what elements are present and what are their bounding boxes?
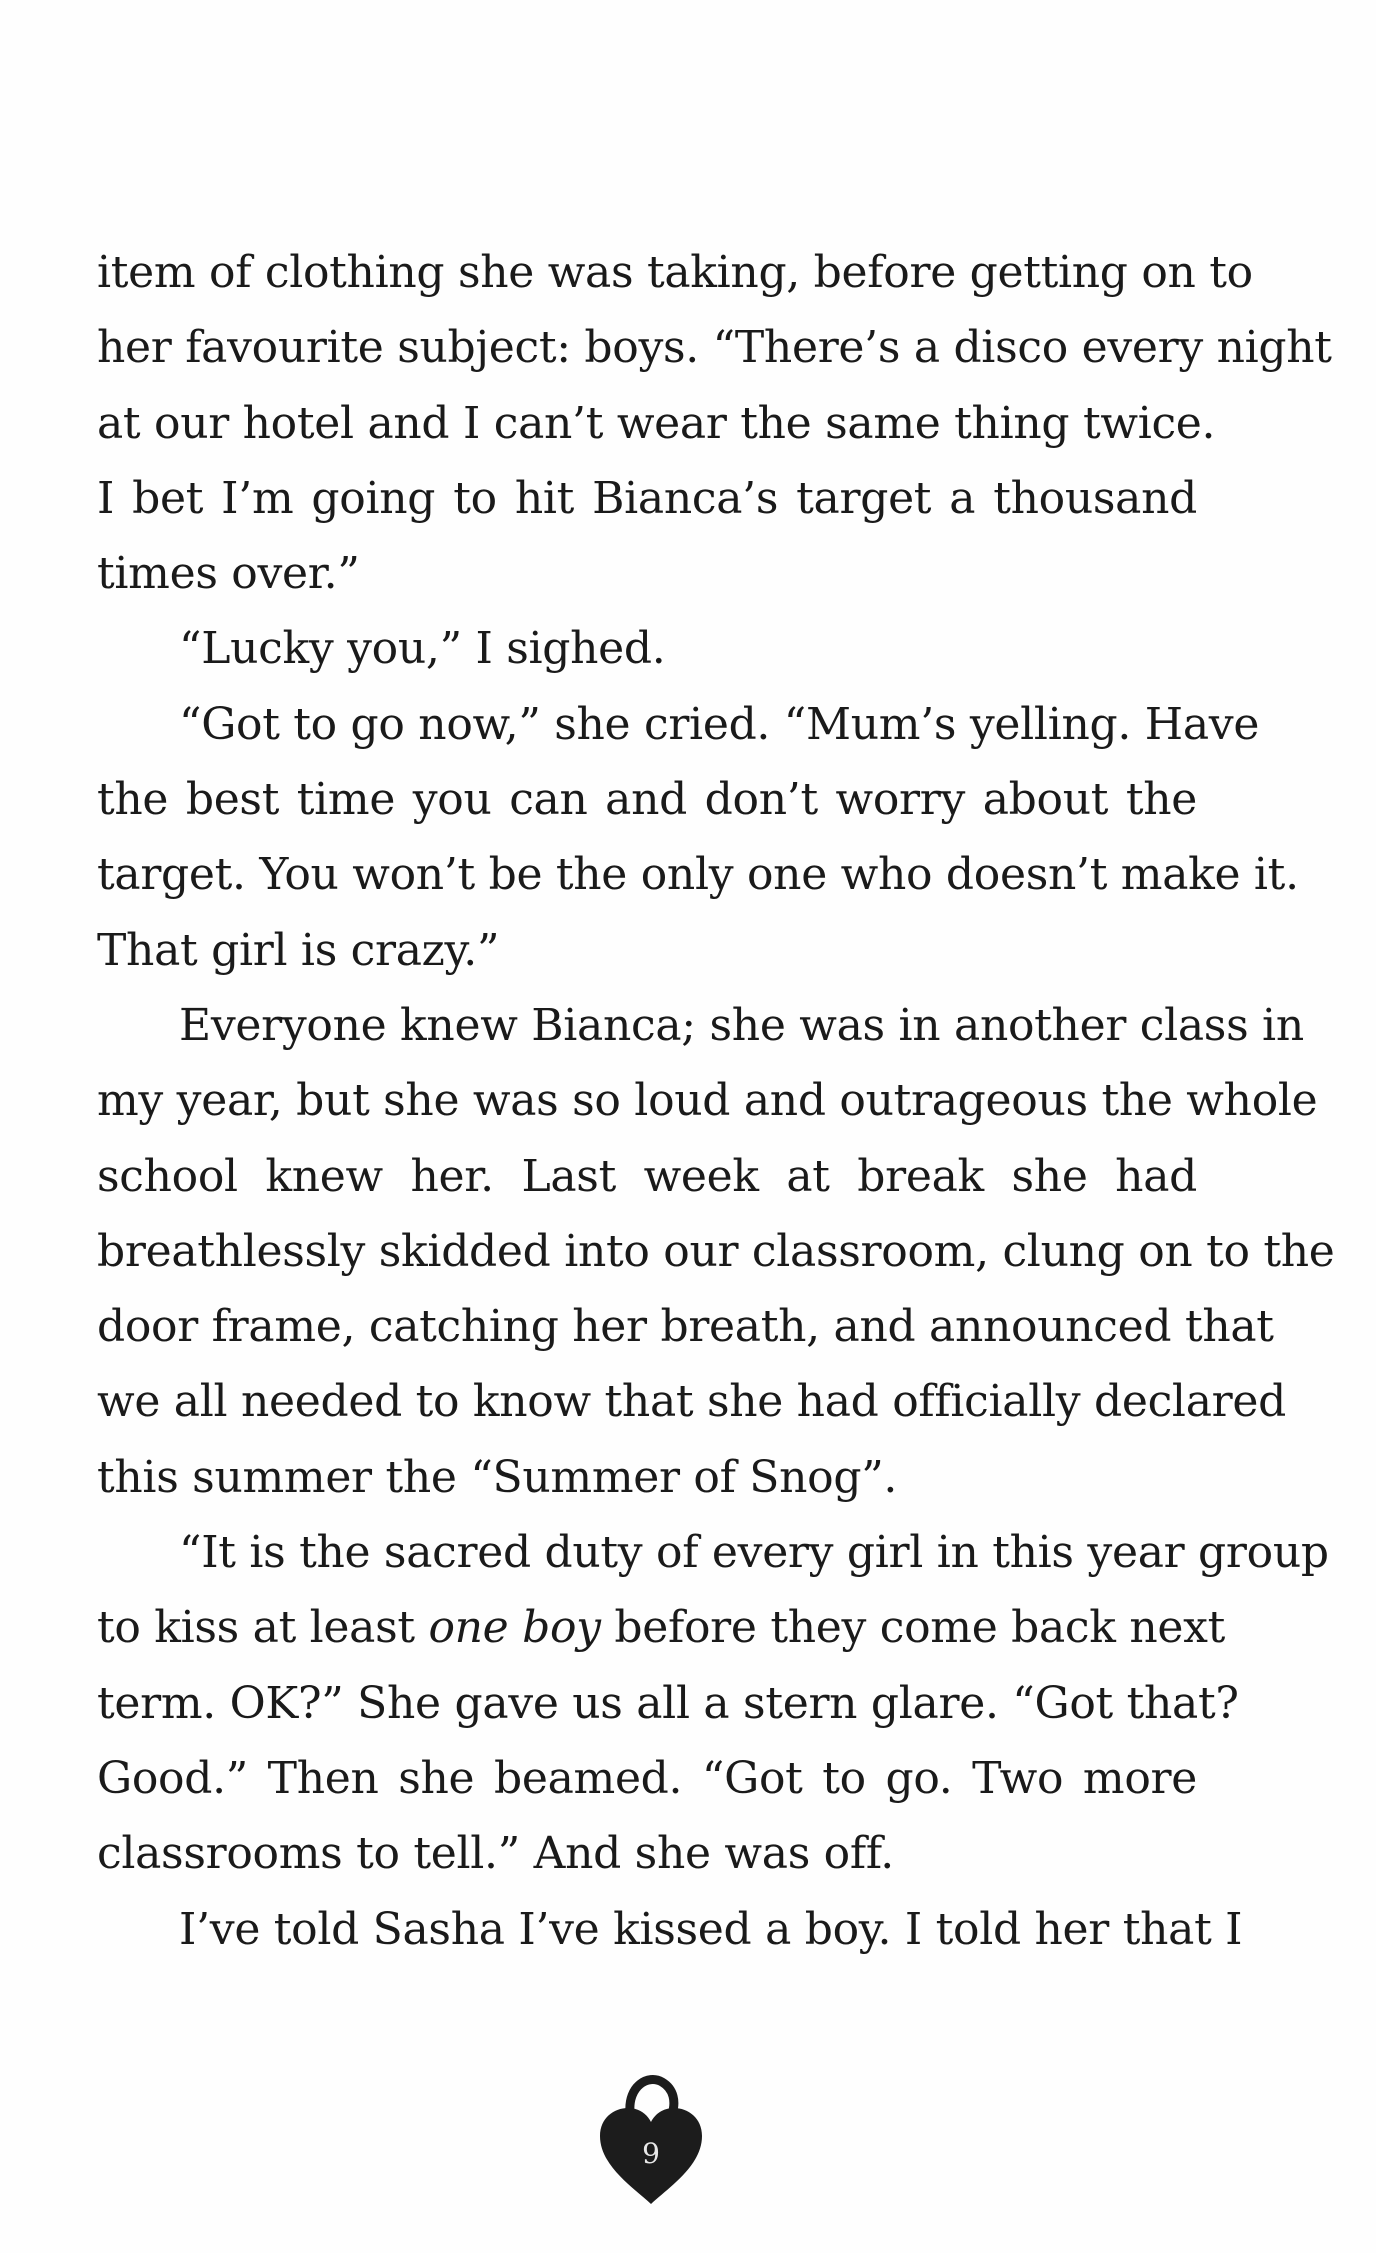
text-line: we all needed to know that she had officially declared [97,1376,1286,1428]
body-text [97,235,1335,1967]
page-number-marker [594,2068,708,2208]
text-line: my year, but she was so loud and outrageous the whole [97,1075,1318,1127]
text-line-with-italic [97,1590,1225,1665]
text-line: school knew her. Last week at break she had [97,1150,1197,1202]
text-line: “Got to go now,” she cried. “Mum’s yelling. Have [179,698,1260,750]
text-line: That girl is crazy.” [97,924,500,976]
text-line: this summer the “Summer of Snog”. [97,1451,898,1503]
text-line: “Lucky you,” I sighed. [179,623,666,675]
text-line: “It is the sacred duty of every girl in this year group [179,1527,1329,1579]
text-line: I bet I’m going to hit Bianca’s target a thousand [97,472,1197,524]
text-line: her favourite subject: boys. “There’s a disco every night [97,322,1332,374]
text-line: I’ve told Sasha I’ve kissed a boy. I told her that I [179,1903,1243,1955]
text-line: the best time you can and don’t worry about the [97,774,1197,826]
text-line: Everyone knew Bianca; she was in another class in [179,999,1304,1051]
text-segment: to kiss at least [97,1602,429,1654]
text-line: times over.” [97,548,360,600]
text-line: target. You won’t be the only one who doesn’t make it. [97,849,1299,901]
text-line: item of clothing she was taking, before getting on to [97,247,1253,298]
text-line: term. OK?” She gave us all a stern glare. “Got that? [97,1677,1239,1729]
text-line: breathlessly skidded into our classroom, clung on to the [97,1225,1335,1277]
text-line: door frame, catching her breath, and announced that [97,1301,1274,1353]
text-segment: before they come back next [600,1602,1225,1654]
page-number: 9 [642,2137,660,2170]
text-line: at our hotel and I can’t wear the same thing twice. [97,397,1216,449]
text-line: classrooms to tell.” And she was off. [97,1828,894,1880]
text-line: Good.” Then she beamed. “Got to go. Two more [97,1752,1197,1804]
italic-emphasis: one boy [428,1602,601,1654]
